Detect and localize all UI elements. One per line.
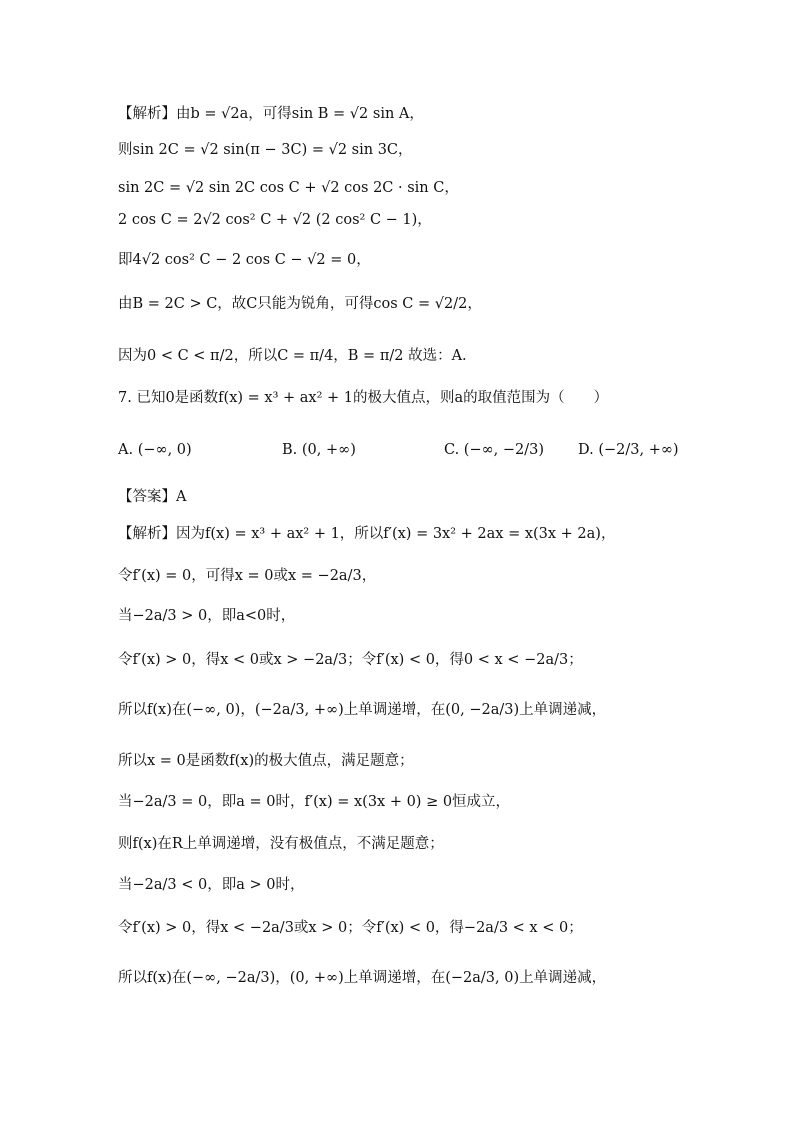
- solution-line-6: 由B = 2C > C，故C只能为锐角，可得cos C = √2/2，: [118, 296, 482, 312]
- solution-line-2: 则sin 2C = √2 sin(π − 3C) = √2 sin 3C，: [118, 142, 413, 158]
- option-b: B. (0, +∞): [282, 442, 356, 458]
- analysis-line-4: 令f′(x) > 0，得x < 0或x > −2a/3；令f′(x) < 0，得0 < x < −2a/3；: [118, 652, 583, 668]
- analysis-line-5: 所以f(x)在(−∞, 0)，(−2a/3, +∞)上单调递增，在(0, −2a/3)上单调递减，: [118, 702, 607, 718]
- analysis-line-9: 当−2a/3 < 0，即a > 0时，: [118, 877, 305, 893]
- analysis-line-3: 当−2a/3 > 0，即a<0时，: [118, 608, 296, 624]
- solution-line-1: 【解析】由b = √2a，可得sin B = √2 sin A，: [118, 106, 424, 122]
- option-d: D. (−2/3, +∞): [578, 442, 679, 458]
- solution-line-4: 2 cos C = 2√2 cos² C + √2 (2 cos² C − 1)，: [118, 212, 432, 228]
- option-c: C. (−∞, −2/3): [444, 442, 545, 458]
- answer-label: 【答案】A: [118, 489, 187, 505]
- analysis-line-1: 【解析】因为f(x) = x³ + ax² + 1，所以f′(x) = 3x² + 2ax = x(3x + 2a)，: [118, 526, 616, 542]
- solution-line-7: 因为0 < C < π/2，所以C = π/4，B = π/2 故选：A.: [118, 348, 467, 364]
- solution-line-3: sin 2C = √2 sin 2C cos C + √2 cos 2C · sin C，: [118, 180, 459, 196]
- analysis-line-2: 令f′(x) = 0，可得x = 0或x = −2a/3，: [118, 568, 377, 584]
- option-a: A. (−∞, 0): [118, 442, 192, 458]
- analysis-line-8: 则f(x)在R上单调递增，没有极值点，不满足题意；: [118, 836, 444, 852]
- solution-line-5: 即4√2 cos² C − 2 cos C − √2 = 0，: [118, 252, 371, 268]
- analysis-line-6: 所以x = 0是函数f(x)的极大值点，满足题意；: [118, 753, 414, 769]
- question-7: 7. 已知0是函数f(x) = x³ + ax² + 1的极大值点，则a的取值范围为（ ）: [118, 390, 609, 406]
- analysis-line-10: 令f′(x) > 0，得x < −2a/3或x > 0；令f′(x) < 0，得−2a/3 < x < 0；: [118, 920, 583, 936]
- analysis-line-7: 当−2a/3 = 0，即a = 0时，f′(x) = x(3x + 0) ≥ 0恒成立，: [118, 794, 511, 810]
- analysis-line-11: 所以f(x)在(−∞, −2a/3)，(0, +∞)上单调递增，在(−2a/3, 0)上单调递减，: [118, 970, 607, 986]
